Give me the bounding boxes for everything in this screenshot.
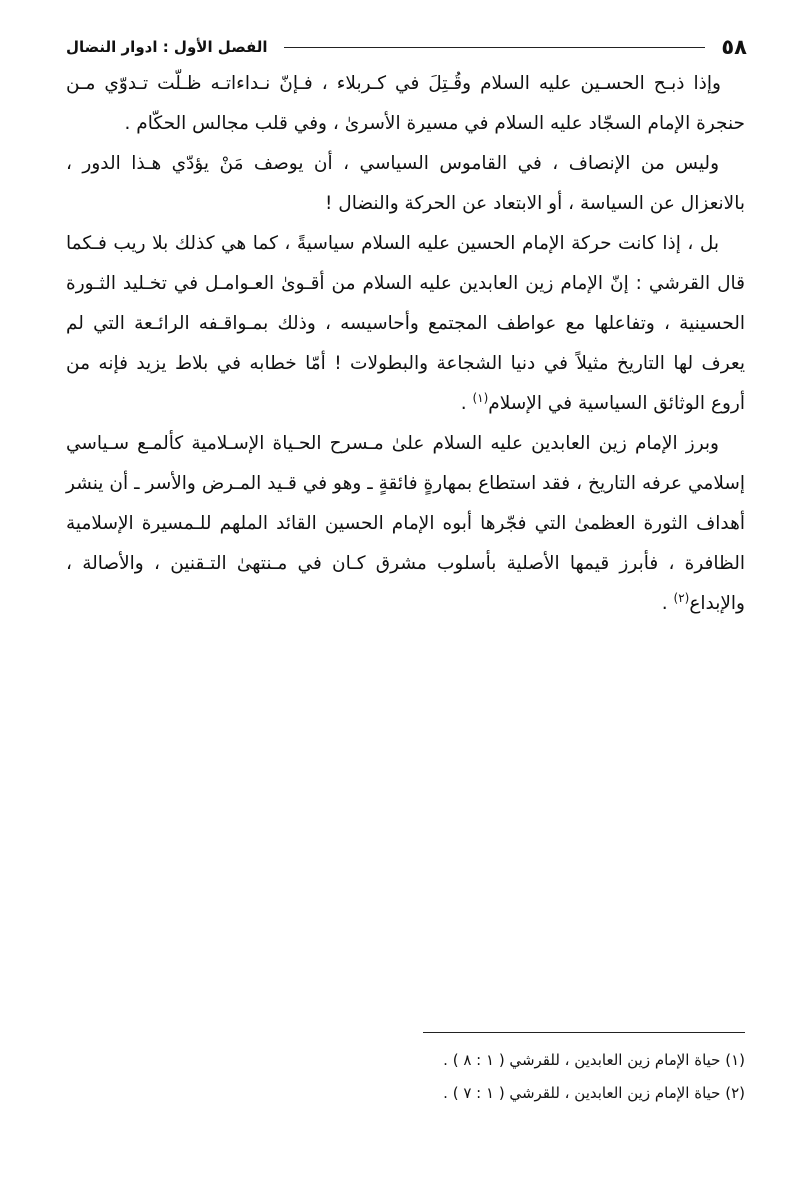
footnotes — [66, 1044, 745, 1110]
page-number: ٥٨ — [721, 35, 747, 59]
paragraph-2-text: وليس من الإنصاف ، في القاموس السياسي ، أن يوصف مَنْ يؤدّي هـذا الدور ، بالانعزال عن السياسة ، أو الابتعاد عن الحركة والنضال ! — [66, 153, 745, 214]
paragraph-3-text: بل ، إذا كانت حركة الإمام الحسين عليه السلام سياسيةً ، كما هي كذلك بلا ريب فـكما قال القرشي : إنّ الإمام زين العابدين عليه السلام من أقـوىٰ العـوامـل في تخـليد الثـورة الحسينية ، وتفاعلها مع عواطف المجتمع وأحاسيسه ، وذلك بمـواقـفه الرائـعة التي لم يعرف لها التاريخ مثيلاً في دنيا الشجاعة والبطولات ! أمّا خطابه في بلاط يزيد فإنه من أروع الوثائق السياسية في الإسلام — [66, 233, 745, 414]
paragraph-1 — [66, 64, 745, 144]
footnote-2: (٢) حياة الإمام زين العابدين ، للقرشي ( ١ : ٧ ) . — [443, 1084, 745, 1102]
footnote-ref-2[interactable]: (٢) — [673, 590, 690, 605]
footnote-1: (١) حياة الإمام زين العابدين ، للقرشي ( ١ : ٨ ) . — [443, 1051, 745, 1069]
paragraph-2 — [66, 144, 745, 224]
paragraph-4: وبرز الإمام زين العابدين عليه السلام علىٰ مـسرح الحـياة الإسـلامية كألمـع سـياسي إسلامي عرفه التاريخ ، فقد استطاع بمهارةٍ فائقةٍ ـ وهو في قـيد المـرض والأسر ـ أن ينشر أهداف الثورة العظمىٰ التي فجّرها أبوه الإمام الحسين القائد الملهم للـمسيرة الإسلامية الظافرة ، فأبرز قيمها الأصلية بأسلوب مشرق كـان في مـنتهىٰ التـقنين ، والأصالة ، والإبداع$^{(٢)}$ . — [66, 433, 745, 614]
chapter-title: الفصل الأول : ادوار النضال — [66, 38, 268, 56]
footnote-separator — [423, 1032, 745, 1033]
paragraph-4-text: وبرز الإمام زين العابدين عليه السلام علىٰ مـسرح الحـياة الإسـلامية كألمـع سـياسي إسلامي عرفه التاريخ ، فقد استطاع بمهارةٍ فائقةٍ ـ وهو في قـيد المـرض والأسر ـ أن ينشر أهداف الثورة العظمىٰ التي فجّرها أبوه الإمام الحسين القائد الملهم للـمسيرة الإسلامية الظافرة ، فأبرز قيمها الأصلية بأسلوب مشرق كـان في مـنتهىٰ التـقنين ، والأصالة ، والإبداع — [66, 433, 745, 614]
running-header — [66, 34, 747, 60]
footnote-ref-1[interactable]: (١) — [472, 390, 489, 405]
body-text — [66, 64, 745, 624]
paragraph-1-text: وإذا ذبـح الحسـين عليه السلام وقُـتِلَ في كـربلاء ، فـإنّ نـداءاتـه ظـلّت تـدوّي مـن حنجرة الإمام السجّاد عليه السلام في مسيرة الأسرىٰ ، وفي قلب مجالس الحكّام . — [66, 73, 745, 134]
header-rule — [284, 47, 706, 48]
paragraph-3: بل ، إذا كانت حركة الإمام الحسين عليه السلام سياسيةً ، كما هي كذلك بلا ريب فـكما قال القرشي : إنّ الإمام زين العابدين عليه السلام من أقـوىٰ العـوامـل في تخـليد الثـورة الحسينية ، وتفاعلها مع عواطف المجتمع وأحاسيسه ، وذلك بمـواقـفه الرائـعة التي لم يعرف لها التاريخ مثيلاً في دنيا الشجاعة والبطولات ! أمّا خطابه في بلاط يزيد فإنه من أروع الوثائق السياسية في الإسلام$^{(١)}$ . — [66, 233, 745, 414]
